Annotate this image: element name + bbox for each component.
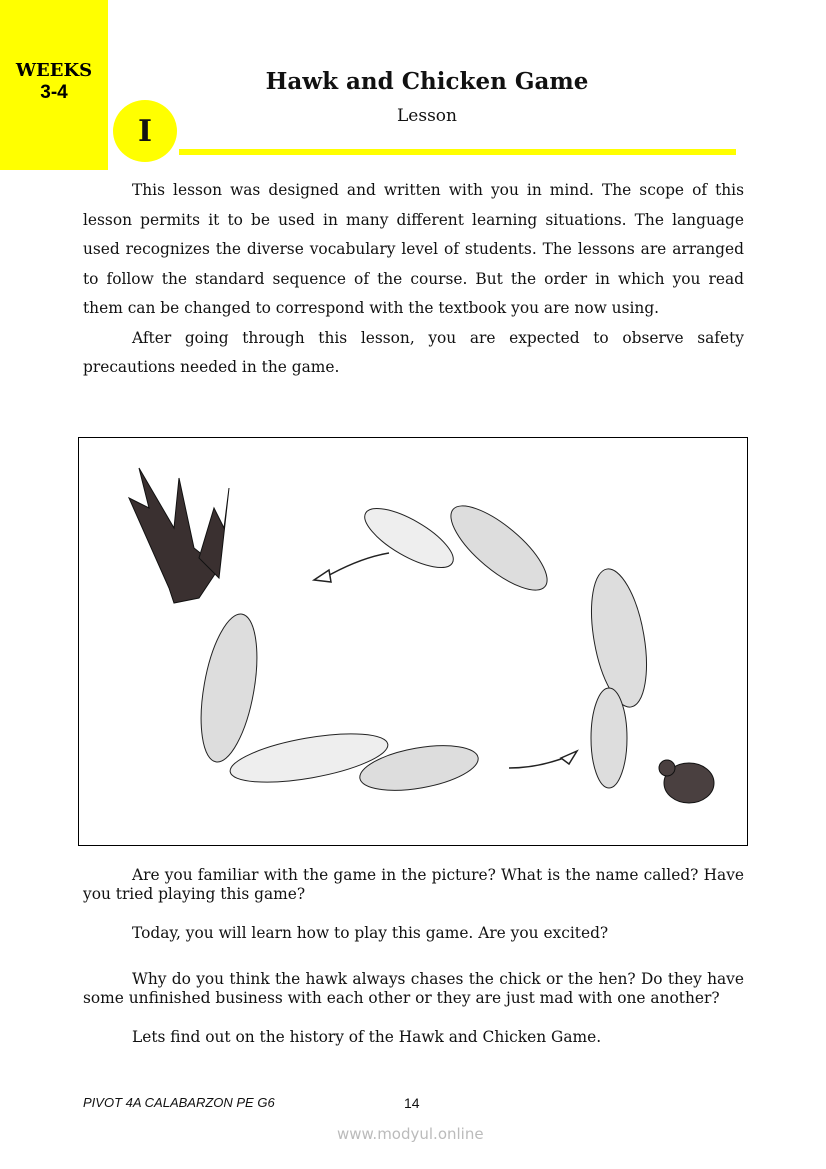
game-illustration xyxy=(78,437,748,846)
footer-publication: PIVOT 4A CALABARZON PE G6 xyxy=(83,1095,275,1110)
intro-section xyxy=(83,176,744,383)
question-paragraph: Today, you will learn how to play this game. Are you excited? xyxy=(132,924,609,942)
weeks-label: WEEKS xyxy=(15,60,93,81)
question-paragraph: Why do you think the hawk always chases the chick or the hen? Do they have some unfinished business with each other or they are just mad with one another? xyxy=(83,970,744,1007)
watermark: www.modyul.online xyxy=(337,1125,484,1143)
section-letter: I xyxy=(137,113,153,149)
question-paragraph: Are you familiar with the game in the picture? What is the name called? Have you tried playing this game? xyxy=(83,866,744,903)
chicken-illustration xyxy=(659,760,714,803)
question-paragraph: Lets find out on the history of the Hawk and Chicken Game. xyxy=(132,1028,602,1046)
page-title: Hawk and Chicken Game xyxy=(265,68,589,95)
intro-paragraph: This lesson was designed and written with you in mind. The scope of this lesson permits it to be used in many different learning situations. The language used recognizes the diverse vocabulary level of students. The lessons are arranged to follow the standard sequence of the course. But the order in which you read them can be changed to correspond with the textbook you are now using. xyxy=(83,181,744,317)
weeks-range: 3-4 xyxy=(40,82,68,103)
intro-paragraph: After going through this lesson, you are expected to observe safety precautions needed in the game. xyxy=(83,328,744,376)
children-chain xyxy=(191,493,655,799)
weeks-badge xyxy=(0,0,108,170)
questions-section xyxy=(83,866,744,1067)
section-letter-badge xyxy=(113,100,177,162)
hawk-illustration xyxy=(129,468,229,603)
page-subtitle: Lesson xyxy=(397,106,457,126)
page-number: 14 xyxy=(404,1095,420,1111)
title-underline xyxy=(179,149,736,155)
